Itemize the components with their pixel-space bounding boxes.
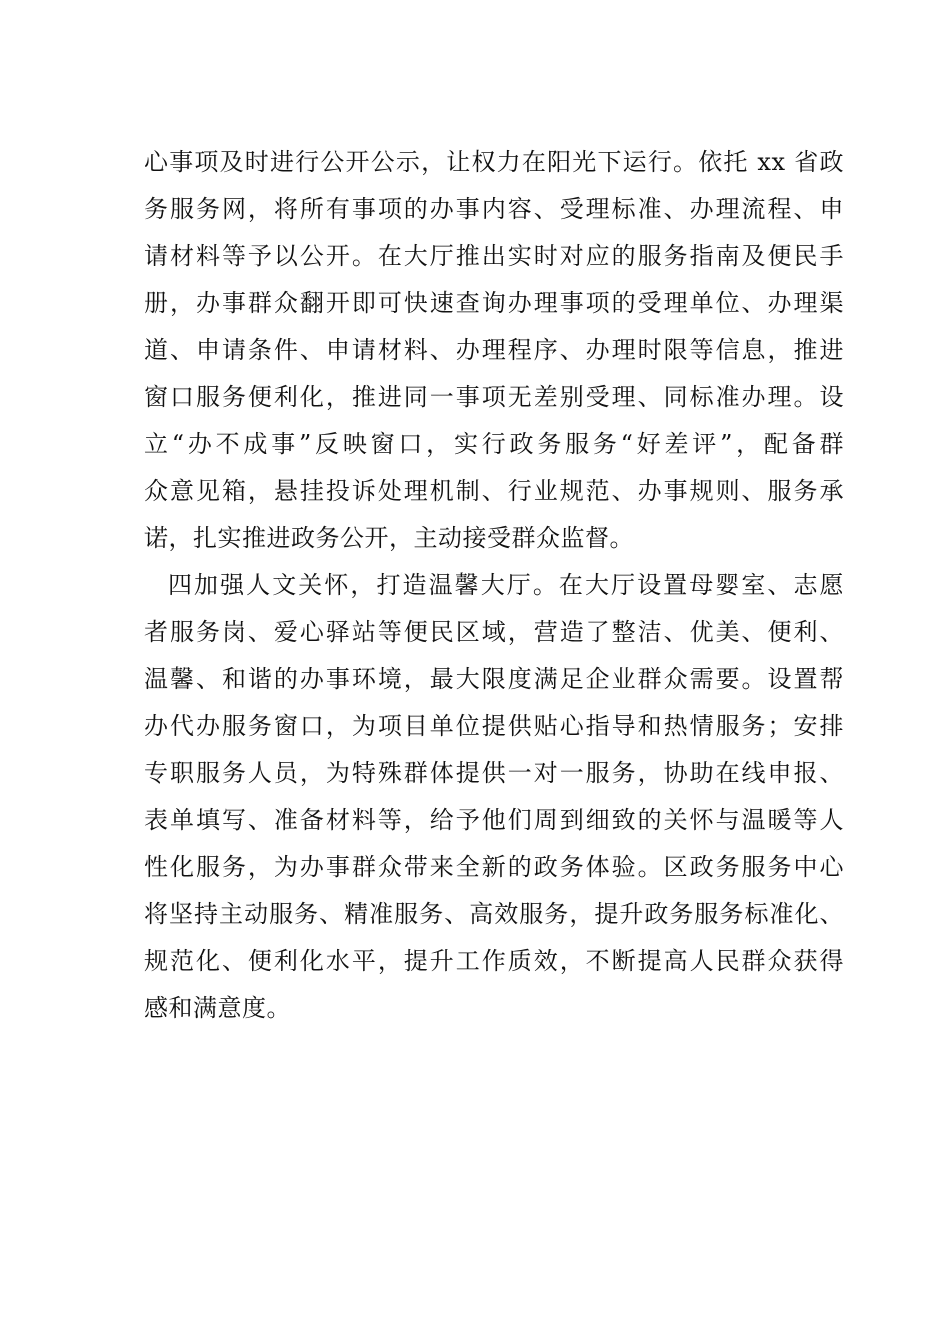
text-line: 规范化、便利化水平，提升工作质效，不断提高人民群众获得 [144, 947, 844, 975]
text-line: 册，办事群众翻开即可快速查询办理事项的受理单位、办理渠 [144, 289, 844, 317]
text-line: 务服务网，将所有事项的办事内容、受理标准、办理流程、申 [144, 195, 844, 223]
text-line: 窗口服务便利化，推进同一事项无差别受理、同标准办理。设 [144, 383, 844, 411]
text-line: 众意见箱，悬挂投诉处理机制、行业规范、办事规则、服务承 [144, 477, 844, 505]
text-line: 专职服务人员，为特殊群体提供一对一服务，协助在线申报、 [144, 759, 844, 787]
text-line: 立“办不成事”反映窗口，实行政务服务“好差评”，配备群 [144, 430, 844, 458]
text-line: 者服务岗、爱心驿站等便民区域，营造了整洁、优美、便利、 [144, 618, 844, 646]
text-line: 将坚持主动服务、精准服务、高效服务，提升政务服务标准化、 [144, 900, 844, 928]
body-text [144, 139, 844, 1032]
paragraph-1 [144, 139, 844, 562]
text-line: 诺，扎实推进政务公开，主动接受群众监督。 [144, 524, 634, 552]
text-line: 心事项及时进行公开公示，让权力在阳光下运行。依托 xx 省政 [144, 148, 844, 176]
paragraph-2 [144, 562, 844, 1032]
text-line: 性化服务，为办事群众带来全新的政务体验。区政务服务中心 [144, 853, 844, 881]
text-line: 表单填写、准备材料等，给予他们周到细致的关怀与温暖等人 [144, 806, 844, 834]
text-line: 感和满意度。 [144, 994, 291, 1022]
text-line: 办代办服务窗口，为项目单位提供贴心指导和热情服务；安排 [144, 712, 844, 740]
text-line: 温馨、和谐的办事环境，最大限度满足企业群众需要。设置帮 [144, 665, 844, 693]
text-line: 道、申请条件、申请材料、办理程序、办理时限等信息，推进 [144, 336, 844, 364]
text-line: 四加强人文关怀，打造温馨大厅。在大厅设置母婴室、志愿 [168, 571, 844, 599]
text-line: 请材料等予以公开。在大厅推出实时对应的服务指南及便民手 [144, 242, 844, 270]
